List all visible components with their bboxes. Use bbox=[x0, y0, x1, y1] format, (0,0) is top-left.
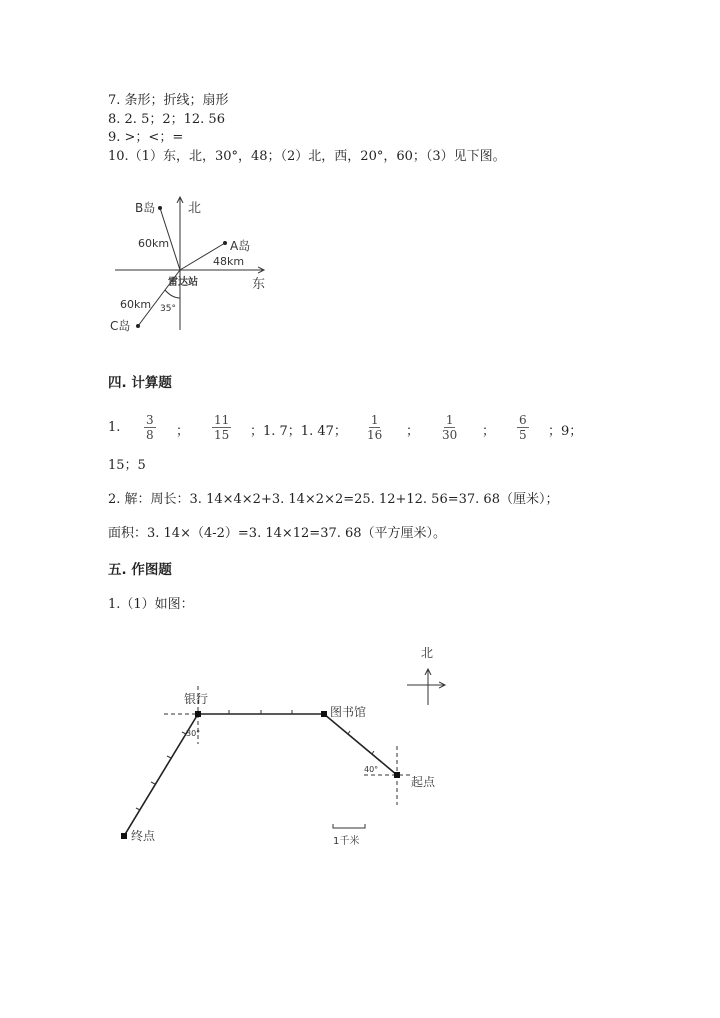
fraction-5 bbox=[517, 413, 529, 442]
station-label: 雷达站 bbox=[168, 277, 198, 288]
q1-number: 1. bbox=[108, 420, 121, 435]
q1-line2: 15；5 bbox=[108, 458, 146, 473]
fraction-1 bbox=[144, 413, 156, 442]
section5-q1: 1.（1）如图： bbox=[108, 597, 194, 612]
answer-7: 7. 条形；折线；扇形 bbox=[108, 93, 229, 108]
b-dot bbox=[158, 206, 162, 210]
decimal-answers: ；1. 7；1. 47； bbox=[250, 424, 347, 439]
end-point bbox=[121, 833, 127, 839]
q2-area: 面积：3. 14×（4-2）=3. 14×12=37. 68（平方厘米）。 bbox=[108, 526, 447, 541]
denominator: 5 bbox=[519, 428, 527, 442]
scale-bar bbox=[333, 824, 365, 828]
denominator: 15 bbox=[214, 428, 230, 442]
c-label: C岛 bbox=[110, 319, 131, 333]
answer-10: 10.（1）东，北，30°，48；（2）北，西，20°，60；（3）见下图。 bbox=[108, 149, 506, 164]
c-angle: 35° bbox=[160, 304, 176, 314]
b-distance: 60km bbox=[138, 237, 170, 250]
answer-9: 9. >；<；= bbox=[108, 130, 184, 145]
start-angle: 40° bbox=[364, 765, 379, 774]
denominator: 16 bbox=[367, 428, 383, 442]
answer-8: 8. 2. 5；2；12. 56 bbox=[108, 112, 225, 127]
compass-north-label: 北 bbox=[421, 646, 434, 660]
start-label: 起点 bbox=[411, 775, 436, 789]
fraction-4 bbox=[442, 413, 457, 442]
angle-arc bbox=[165, 290, 180, 298]
a-label: A岛 bbox=[230, 239, 251, 253]
route-path bbox=[124, 714, 397, 836]
north-label: 北 bbox=[188, 201, 202, 216]
separator: ； bbox=[482, 424, 496, 439]
bank-label: 银行 bbox=[184, 692, 209, 706]
end-label: 终点 bbox=[131, 829, 156, 843]
start-point bbox=[394, 772, 400, 778]
denominator: 8 bbox=[146, 428, 154, 442]
scale-label: 1千米 bbox=[333, 836, 360, 847]
numerator: 11 bbox=[214, 413, 230, 427]
separator: ； bbox=[406, 424, 420, 439]
route-diagram bbox=[121, 646, 445, 847]
fraction-2 bbox=[212, 413, 231, 442]
library-label: 图书馆 bbox=[330, 705, 367, 719]
b-label: B岛 bbox=[135, 201, 156, 215]
separator: ； bbox=[176, 424, 190, 439]
fraction-3 bbox=[367, 413, 382, 442]
denominator: 30 bbox=[442, 428, 458, 442]
numerator: 6 bbox=[519, 413, 527, 427]
numerator: 1 bbox=[370, 413, 379, 427]
tail-answers: ；9； bbox=[548, 424, 583, 439]
bank-angle: 30° bbox=[186, 729, 201, 738]
section4-heading: 四. 计算题 bbox=[108, 375, 172, 391]
a-dot bbox=[223, 241, 227, 245]
c-dot bbox=[136, 324, 140, 328]
east-label: 东 bbox=[252, 277, 266, 292]
c-distance: 60km bbox=[120, 298, 152, 311]
numerator: 3 bbox=[146, 413, 154, 427]
q2-perimeter: 2. 解：周长：3. 14×4×2+3. 14×2×2=25. 12+12. 56=37. 68（厘米）； bbox=[108, 492, 559, 507]
a-distance: 48km bbox=[213, 255, 245, 268]
radar-diagram bbox=[110, 197, 265, 333]
bank-point bbox=[195, 711, 201, 717]
section5-heading: 五. 作图题 bbox=[108, 562, 172, 578]
numerator: 1 bbox=[445, 413, 454, 427]
library-point bbox=[321, 711, 327, 717]
